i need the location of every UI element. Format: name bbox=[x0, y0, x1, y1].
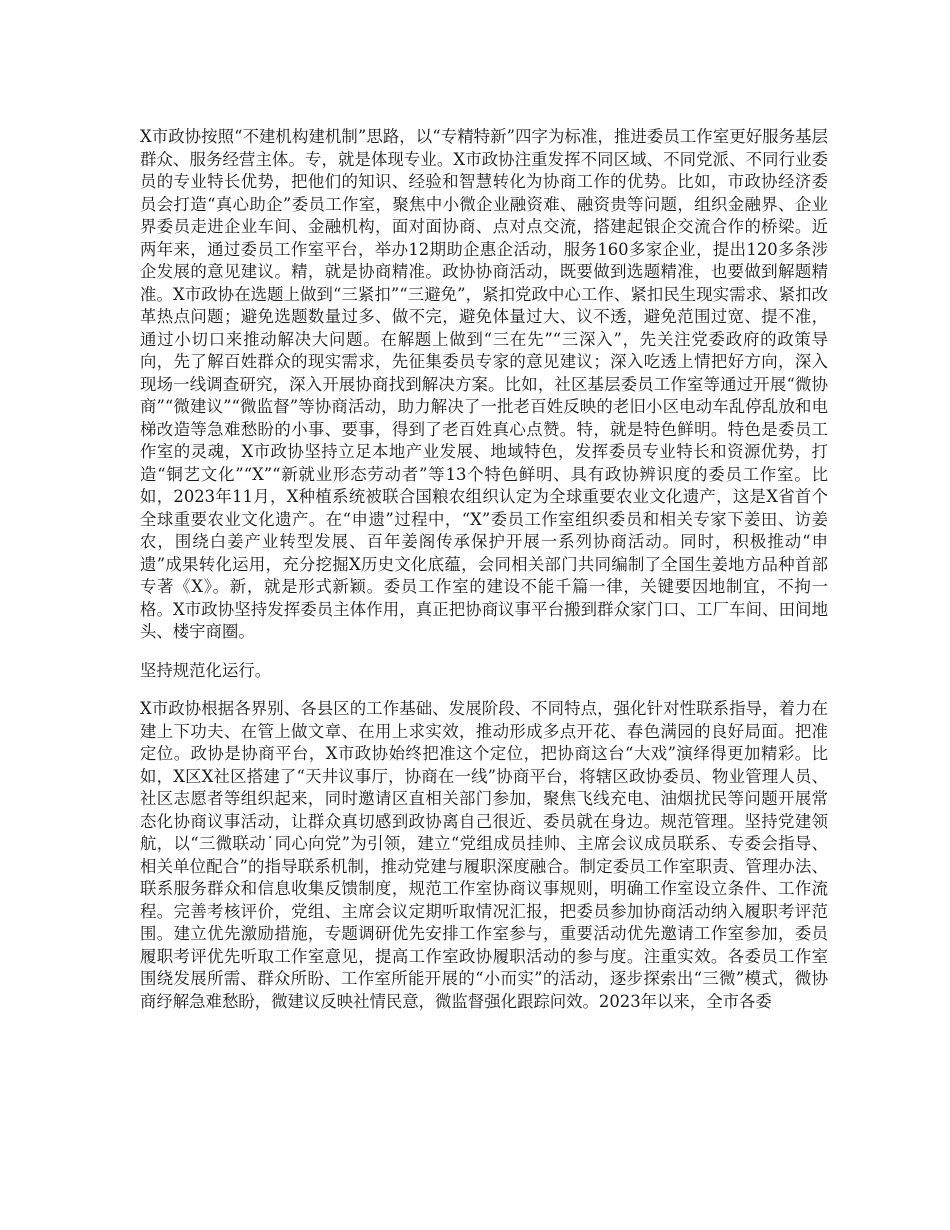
section-heading: 坚持规范化运行。 bbox=[140, 660, 272, 680]
paragraph-1: X市政协按照“不建机构建机制”思路，以“专精特新”四字为标准，推进委员工作室更好服务基层群众、服务经营主体。专，就是体现专业。X市政协注重发挥不同区域、不同党派、不同行业委员的专业特长优势，把他们的知识、经验和智慧转化为协商工作的优势。比如，市政协经济委员会打造“真心助企”委员工作室，聚焦中小微企业融资难、融资贵等问题，组织金融界、企业界委员走进企业车间、金融机构，面对面协商、点对点交流，搭建起银企交流合作的桥梁。近两年来，通过委员工作室平台，举办12期助企惠企活动，服务160多家企业，提出120多条涉企发展的意见建议。精，就是协商精准。政协协商活动，既要做到选题精准，也要做到解题精准。X市政协在选题上做到“三紧扣”“三避免”，紧扣党政中心工作、紧扣民生现实需求、紧扣改革热点问题；避免选题数量过多、做不完，避免体量过大、议不透，避免范围过宽、提不准，通过小切口来推动解决大问题。在解题上做到“三在先”“三深入”，先关注党委政府的政策导向，先了解百姓群众的现实需求，先征集委员专家的意见建议；深入吃透上情把好方向，深入现场一线调查研究，深入开展协商找到解决方案。比如，社区基层委员工作室等通过开展“微协商”“微建议”“微监督”等协商活动，助力解决了一批老百姓反映的老旧小区电动车乱停乱放和电梯改造等急难愁盼的小事、要事，得到了老百姓真心点赞。特，就是特色鲜明。特色是委员工作室的灵魂，X市政协坚持立足本地产业发展、地域特色，发挥委员专业特长和资源优势，打造“铜艺文化”“X”“新就业形态劳动者”等13个特色鲜明、具有政协辨识度的委员工作室。比如，2023年11月，X种植系统被联合国粮农组织认定为全球重要农业文化遗产，这是X省首个全球重要农业文化遗产。在“申遗”过程中，“X”委员工作室组织委员和相关专家下姜田、访姜农，围绕白姜产业转型发展、百年姜阁传承保护开展一系列协商活动。同时，积极推动“申遗”成果转化运用，充分挖掘X历史文化底蕴，会同相关部门共同编制了全国生姜地方品种首部专著《X》。新，就是形式新颖。委员工作室的建设不能千篇一律，关键要因地制宜，不拘一格。X市政协坚持发挥委员主体作用，真正把协商议事平台搬到群众家门口、工厂车间、田间地头、楼宇商圈。 bbox=[140, 127, 828, 641]
paragraph-2: X市政协根据各界别、各县区的工作基础、发展阶段、不同特点，强化针对性联系指导，着力在建上下功夫、在管上做文章、在用上求实效，推动形成多点开花、春色满园的良好局面。把准定位。政协是协商平台，X市政协始终把准这个定位，把协商这台“大戏”演绎得更加精彩。比如，X区X社区搭建了“天井议事厅，协商在一线”协商平台，将辖区政协委员、物业管理人员、社区志愿者等组织起来，同时邀请区直相关部门参加，聚焦飞线充电、油烟扰民等问题开展常态化协商议事活动，让群众真切感到政协离自己很近、委员就在身边。规范管理。坚持党建领航，以“三微联动˙同心向党”为引领，建立“党组成员挂帅、主席会议成员联系、专委会指导、相关单位配合”的指导联系机制，推动党建与履职深度融合。制定委员工作室职责、管理办法、联系服务群众和信息收集反馈制度，规范工作室协商议事规则，明确工作室设立条件、工作流程。完善考核评价，党组、主席会议定期听取情况汇报，把委员参加协商活动纳入履职考评范围。建立优先激励措施，专题调研优先安排工作室参与，重要活动优先邀请工作室参加，委员履职考评优先听取工作室意见，提高工作室政协履职活动的参与度。注重实效。各委员工作室围绕发展所需、群众所盼、工作室所能开展的“小而实”的活动，逐步探索出“三微”模式，微协商纾解急难愁盼，微建议反映社情民意，微监督强化跟踪问效。2023年以来，全市各委 bbox=[140, 699, 828, 1011]
document-body bbox=[140, 126, 828, 1029]
